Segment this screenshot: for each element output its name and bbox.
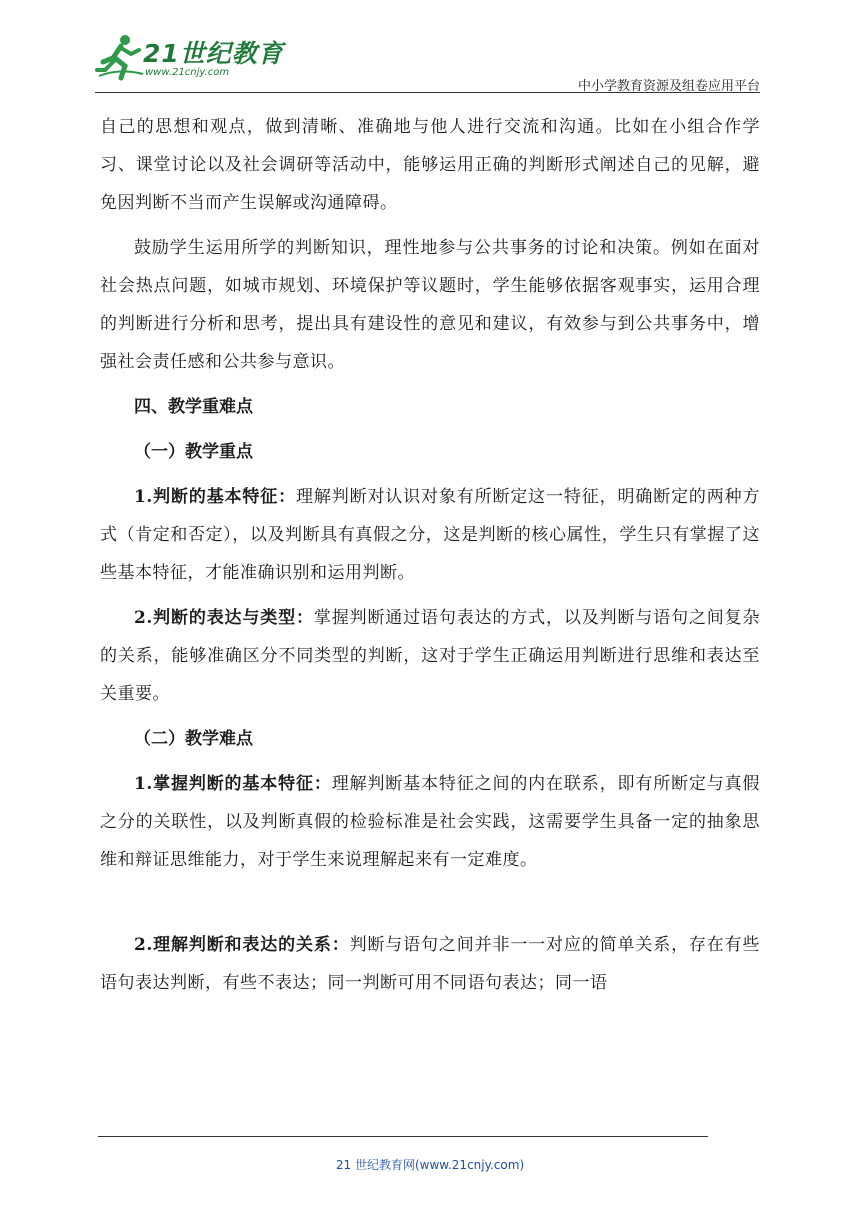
difficulty-2-title: 2.理解判断和表达的关系： [134,935,350,955]
paragraph-public-affairs: 鼓励学生运用所学的判断知识，理性地参与公共事务的讨论和决策。例如在面对社会热点问题，如城市规划、环境保护等议题时，学生能够依据客观事实，运用合理的判断进行分析和思考，提出具有建设性的意见和建议，有效参与到公共事务中，增强社会责任感和公共参与意识。 [100,238,760,372]
key-point-2-title: 2.判断的表达与类型： [134,608,314,628]
subheading-difficulties: （二）教学难点 [134,729,253,749]
logo [95,32,295,82]
document-body [100,108,760,1009]
difficulty-1-body: 理解判断基本特征之间的内在联系，即有所断定与真假之分的关联性，以及判断真假的检验标准是社会实践，这需要学生具备一定的抽象思维和辩证思维能力，对于学生来说理解起来有一定难度。 [100,774,761,870]
subheading-key-points: （一）教学重点 [134,442,253,462]
paragraph-communication: 自己的思想和观点，做到清晰、准确地与他人进行交流和沟通。比如在小组合作学习、课堂讨论以及社会调研等活动中，能够运用正确的判断形式阐述自己的见解，避免因判断不当而产生误解或沟通障碍。 [100,117,760,213]
page-header [95,28,760,92]
key-point-2 [100,599,760,713]
key-point-2-body: 掌握判断通过语句表达的方式，以及判断与语句之间复杂的关系，能够准确区分不同类型的判断，这对于学生正确运用判断进行思维和表达至关重要。 [100,608,761,704]
header-divider [95,92,760,93]
key-point-1-body: 理解判断对认识对象有所断定这一特征，明确断定的两种方式（肯定和否定），以及判断具有真假之分，这是判断的核心属性，学生只有掌握了这些基本特征，才能准确识别和运用判断。 [100,487,761,583]
difficulty-1-title: 1.掌握判断的基本特征： [134,774,332,794]
difficulty-2 [100,926,760,1002]
platform-name: 中小学教育资源及组卷应用平台 [577,79,760,94]
section-heading: 四、教学重难点 [134,397,253,417]
key-point-1 [100,478,760,592]
difficulty-2-body: 判断与语句之间并非一一对应的简单关系，存在有些语句表达判断，有些不表达；同一判断可用不同语句表达；同一语 [100,935,761,993]
spacer [100,886,760,926]
runner-logo-icon [95,32,145,82]
footer-divider [98,1136,708,1137]
logo-text: 21世纪教育 [143,39,284,68]
difficulty-1 [100,765,760,879]
logo-url: www.21cnjy.com [145,67,230,78]
footer-text: 21 世纪教育网(www.21cnjy.com) [335,1158,525,1172]
key-point-1-title: 1.判断的基本特征： [134,487,296,507]
